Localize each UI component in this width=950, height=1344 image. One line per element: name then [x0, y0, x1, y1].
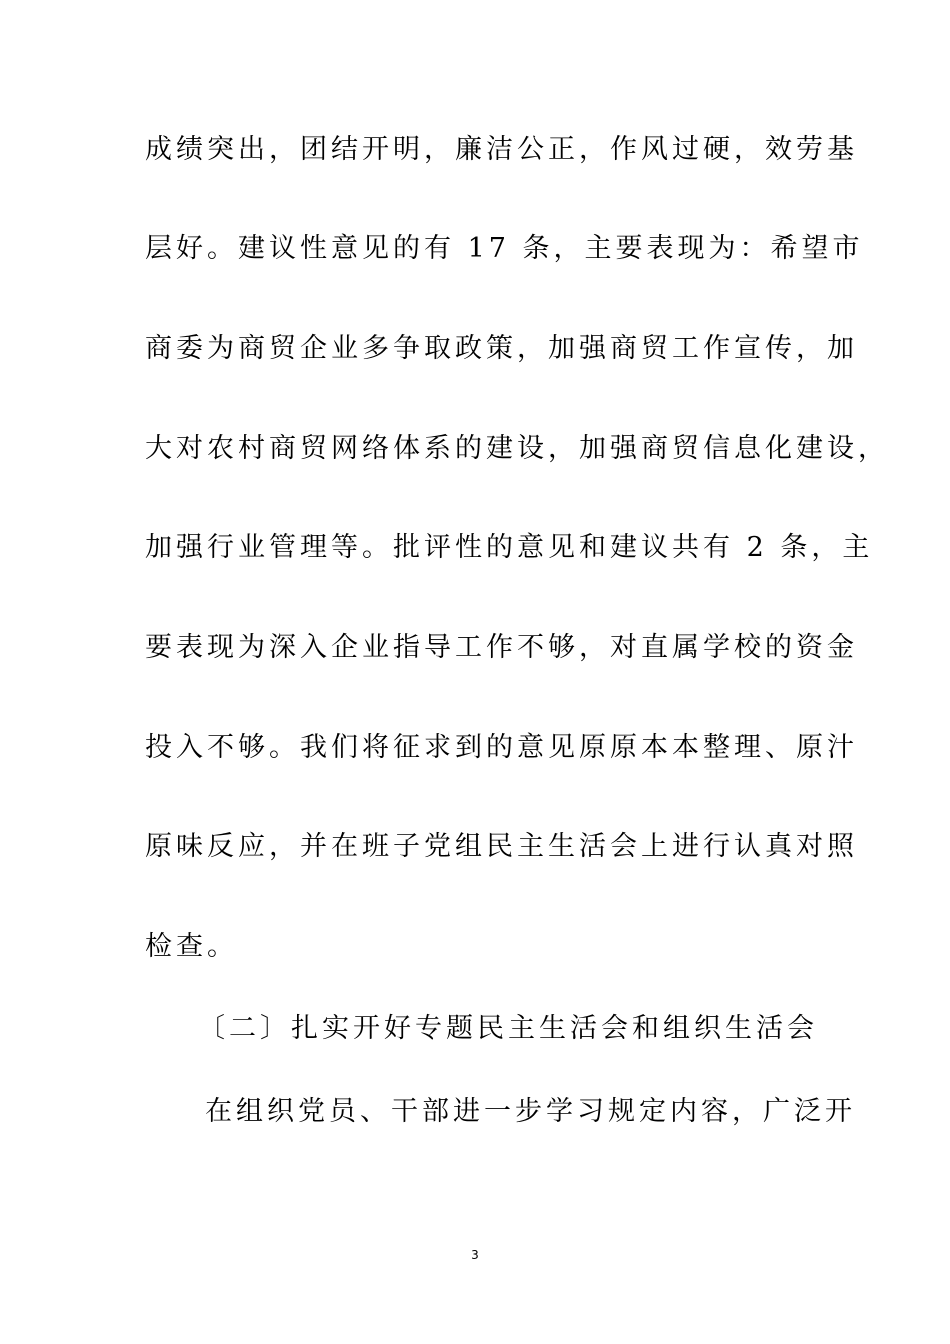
paragraph-start: 在组织党员、干部进一步学习规定内容，广泛开 — [205, 1096, 856, 1127]
page-number: 3 — [471, 1248, 479, 1262]
body-text-line: 加强行业管理等。批评性的意见和建议共有 2 条，主 — [145, 532, 874, 563]
body-text-line: 大对农村商贸网络体系的建设，加强商贸信息化建设， — [145, 433, 889, 464]
body-text-line: 要表现为深入企业指导工作不够，对直属学校的资金 — [145, 632, 858, 663]
body-text-line: 成绩突出，团结开明，廉洁公正，作风过硬，效劳基 — [145, 134, 858, 165]
body-text-line: 商委为商贸企业多争取政策，加强商贸工作宣传，加 — [145, 333, 858, 364]
body-text-line: 投入不够。我们将征求到的意见原原本本整理、原汁 — [145, 732, 858, 763]
section-heading: 〔二〕扎实开好专题民主生活会和组织生活会 — [198, 1013, 818, 1044]
body-text-line: 层好。建议性意见的有 17 条，主要表现为：希望市 — [145, 233, 864, 264]
body-text-line: 检查。 — [145, 931, 238, 962]
body-text-line: 原味反应，并在班子党组民主生活会上进行认真对照 — [145, 831, 858, 862]
